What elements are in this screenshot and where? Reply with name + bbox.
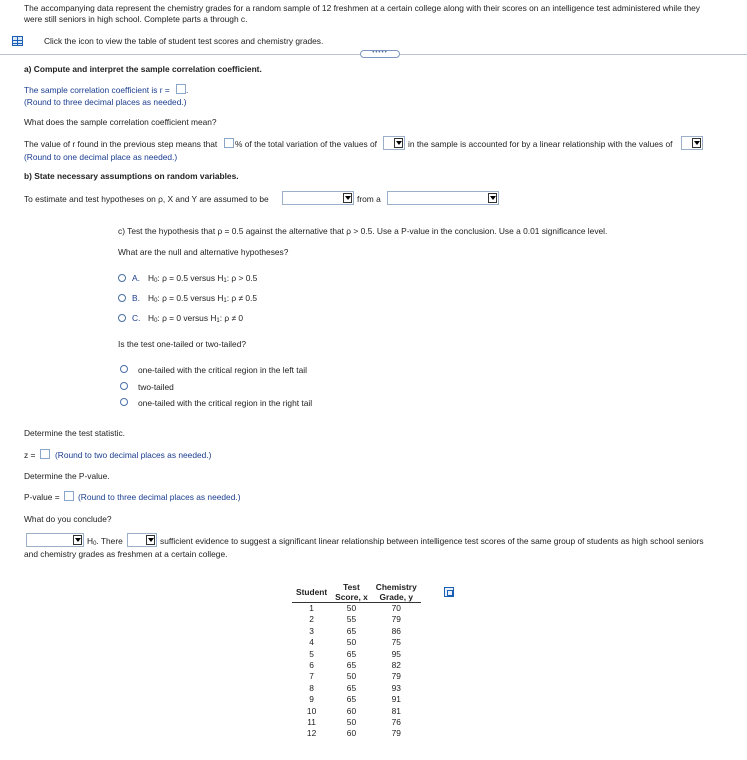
table-row <box>292 660 421 671</box>
test-score-cell: 50 <box>346 637 357 648</box>
z-label: z = <box>24 450 36 460</box>
meaning-round-note: (Round to one decimal place as needed.) <box>24 152 178 162</box>
meaning-mid: % of the total variation of the values of <box>235 139 377 149</box>
hypothesis-question: What are the null and alternative hypotheses? <box>118 247 289 257</box>
option-c-text: H0: ρ = 0 versus H1: ρ ≠ 0 <box>148 313 244 324</box>
r-prompt: The sample correlation coefficient is r = <box>24 85 170 95</box>
student-cell: 8 <box>309 682 314 693</box>
test-score-cell: 60 <box>346 705 357 716</box>
test-score-cell: 65 <box>346 694 357 705</box>
z-round-note: (Round to two decimal places as needed.) <box>55 450 212 460</box>
chevron-down-icon <box>146 535 155 545</box>
h0-text: H0. There <box>87 536 123 547</box>
option-a-radio[interactable] <box>118 274 126 282</box>
table-row <box>292 637 421 648</box>
chemistry-grade-cell: 79 <box>391 671 401 682</box>
option-a-text: H0: ρ = 0.5 versus H1: ρ > 0.5 <box>148 273 258 284</box>
tail-left-radio[interactable] <box>120 365 128 373</box>
table-row <box>292 603 421 615</box>
test-score-cell: 65 <box>346 625 357 636</box>
table-row <box>292 717 421 728</box>
intro-line-2: were still seniors in high school. Complete parts a through c. <box>24 14 248 24</box>
chemistry-grade-cell: 79 <box>391 614 401 625</box>
variable-dropdown-2[interactable] <box>681 136 703 150</box>
table-link-text: Click the icon to view the table of student test scores and chemistry grades. <box>44 36 324 46</box>
tail-right-radio[interactable] <box>120 398 128 406</box>
student-cell: 7 <box>309 671 314 682</box>
chemistry-grade-cell: 91 <box>391 694 401 705</box>
reject-dropdown[interactable] <box>26 533 84 547</box>
chemistry-grade-cell: 76 <box>391 717 401 728</box>
student-data-table <box>292 582 421 740</box>
student-cell: 1 <box>309 603 314 613</box>
student-cell: 11 <box>307 717 316 728</box>
intro-line-1: The accompanying data represent the chemistry grades for a random sample of 12 freshmen at a certain college along with their scores on an intelligence test administered while they <box>24 3 700 13</box>
table-row <box>292 671 421 682</box>
student-cell: 6 <box>309 660 314 671</box>
assumption-prompt: To estimate and test hypotheses on ρ, X and Y are assumed to be <box>24 194 269 204</box>
chemistry-grade-cell: 82 <box>391 660 401 671</box>
tail-two-radio[interactable] <box>120 382 128 390</box>
chevron-down-icon <box>73 535 82 545</box>
evidence-dropdown[interactable] <box>127 533 157 547</box>
chemistry-grade-cell: 70 <box>391 603 401 613</box>
test-score-cell: 65 <box>346 682 357 693</box>
assumption-dropdown-2[interactable] <box>387 191 499 205</box>
table-row <box>292 649 421 660</box>
evidence-text-2: and chemistry grades as freshmen at a certain college. <box>24 549 228 559</box>
chevron-down-icon <box>343 193 352 203</box>
part-a-heading: a) Compute and interpret the sample correlation coefficient. <box>24 64 262 74</box>
part-c-heading: c) Test the hypothesis that ρ = 0.5 against the alternative that ρ > 0.5. Use a P-value in the conclusion. Use a 0.01 significance level. <box>118 226 608 236</box>
student-cell: 3 <box>309 625 314 636</box>
test-score-cell: 50 <box>346 603 357 613</box>
evidence-text: sufficient evidence to suggest a significant linear relationship between intelligence test scores of the same group of students as high school seniors <box>160 536 704 546</box>
header-student: Student <box>292 582 331 603</box>
table-row <box>292 694 421 705</box>
p-heading: Determine the P-value. <box>24 471 110 481</box>
option-c-letter: C. <box>132 313 141 323</box>
student-cell: 12 <box>306 728 317 739</box>
r-input[interactable] <box>176 84 186 94</box>
chemistry-grade-cell: 95 <box>391 648 401 659</box>
copy-data-icon[interactable] <box>444 587 454 597</box>
student-cell: 9 <box>309 694 314 705</box>
chevron-down-icon <box>488 193 497 203</box>
table-row <box>292 728 421 739</box>
table-row <box>292 683 421 694</box>
option-b-text: H0: ρ = 0.5 versus H1: ρ ≠ 0.5 <box>148 293 258 304</box>
student-cell: 10 <box>306 705 317 716</box>
p-round-note: (Round to three decimal places as needed.) <box>78 492 241 502</box>
part-b-heading: b) State necessary assumptions on random variables. <box>24 171 239 181</box>
p-input[interactable] <box>64 491 74 501</box>
meaning-pre: The value of r found in the previous step means that <box>24 139 218 149</box>
test-score-cell: 60 <box>346 728 357 739</box>
tail-left-label: one-tailed with the critical region in the left tail <box>138 365 307 375</box>
chemistry-grade-cell: 81 <box>391 705 401 716</box>
table-row <box>292 614 421 625</box>
student-cell: 5 <box>309 648 314 659</box>
test-score-cell: 65 <box>346 648 357 659</box>
option-a-letter: A. <box>132 273 140 283</box>
from-label: from a <box>357 194 381 204</box>
header-chemistry-grade: Chemistry Grade, y <box>372 582 421 603</box>
option-c-radio[interactable] <box>118 314 126 322</box>
student-cell: 4 <box>309 637 314 648</box>
table-icon[interactable] <box>12 36 23 46</box>
meaning-question: What does the sample correlation coefficient mean? <box>24 117 217 127</box>
test-score-cell: 50 <box>346 671 357 682</box>
percent-input[interactable] <box>224 138 234 148</box>
conclude-question: What do you conclude? <box>24 514 112 524</box>
table-row <box>292 626 421 637</box>
chemistry-grade-cell: 93 <box>391 682 401 693</box>
chevron-down-icon <box>394 138 403 148</box>
student-cell: 2 <box>309 614 314 625</box>
variable-dropdown-1[interactable] <box>383 136 405 150</box>
chemistry-grade-cell: 75 <box>391 637 401 648</box>
option-b-radio[interactable] <box>118 294 126 302</box>
expand-pill[interactable]: ••••• <box>360 50 400 58</box>
table-row <box>292 706 421 717</box>
test-score-cell: 65 <box>346 660 357 671</box>
p-label: P-value = <box>24 492 60 502</box>
header-test-score: Test Score, x <box>331 582 372 603</box>
tail-right-label: one-tailed with the critical region in the right tail <box>138 398 313 408</box>
z-input[interactable] <box>40 449 50 459</box>
chemistry-grade-cell: 79 <box>391 728 401 739</box>
meaning-post: in the sample is accounted for by a linear relationship with the values of <box>408 139 673 149</box>
assumption-dropdown-1[interactable] <box>282 191 354 205</box>
chevron-down-icon <box>692 138 701 148</box>
chemistry-grade-cell: 86 <box>391 625 401 636</box>
option-b-letter: B. <box>132 293 140 303</box>
test-score-cell: 55 <box>346 614 357 625</box>
test-stat-heading: Determine the test statistic. <box>24 428 126 438</box>
r-round-note: (Round to three decimal places as needed.) <box>24 97 187 107</box>
tail-two-label: two-tailed <box>138 382 174 392</box>
tail-question: Is the test one-tailed or two-tailed? <box>118 339 247 349</box>
test-score-cell: 50 <box>346 717 357 728</box>
